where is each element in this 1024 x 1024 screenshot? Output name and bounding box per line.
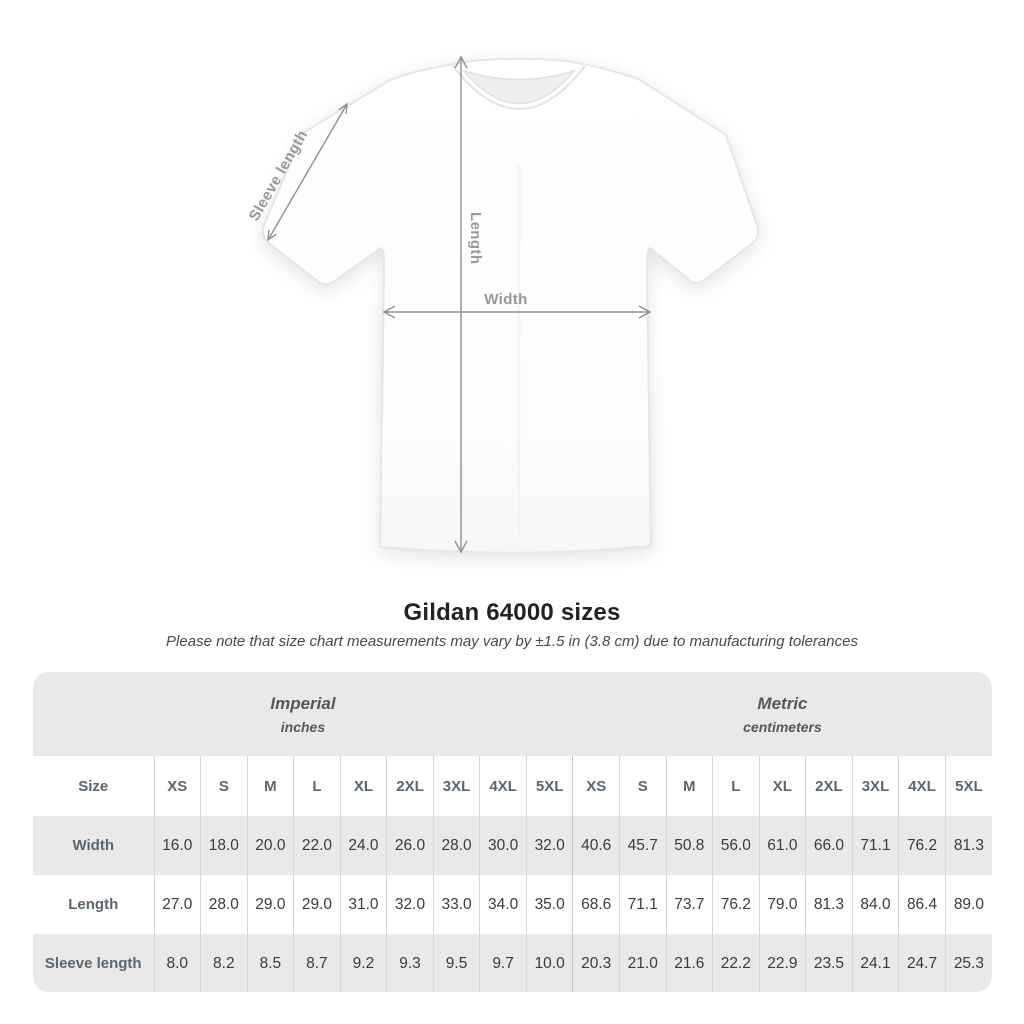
imperial-unit: inches <box>280 718 326 735</box>
measurement-value: 21.0 <box>619 934 666 992</box>
size-col-header: XL <box>340 756 387 816</box>
measurement-value: 34.0 <box>480 875 527 934</box>
size-col-header: 3XL <box>852 756 899 816</box>
measurement-value: 79.0 <box>759 875 806 934</box>
size-col-header: XS <box>154 756 201 816</box>
measurement-value: 61.0 <box>759 816 806 875</box>
measurement-value: 9.7 <box>480 934 527 992</box>
measurement-row-label: Width <box>72 837 114 854</box>
measurement-value: 8.0 <box>154 934 201 992</box>
metric-unit: centimeters <box>743 718 822 735</box>
measurement-value: 29.0 <box>247 875 294 934</box>
size-header-row <box>33 756 992 816</box>
page-title: Gildan 64000 sizes <box>403 599 621 626</box>
measurement-value: 9.2 <box>340 934 387 992</box>
measurement-value: 8.2 <box>201 934 248 992</box>
measurement-value: 9.5 <box>433 934 480 992</box>
size-col-header: XS <box>573 756 620 816</box>
size-column-header: Size <box>33 756 154 816</box>
measurement-value: 71.1 <box>619 875 666 934</box>
size-col-header: S <box>619 756 666 816</box>
size-col-header: 5XL <box>945 756 992 816</box>
size-col-header: M <box>666 756 713 816</box>
measurement-value: 86.4 <box>899 875 946 934</box>
size-col-header: 4XL <box>480 756 527 816</box>
measurement-value: 22.0 <box>294 816 341 875</box>
measurement-row-label: Sleeve length <box>44 955 142 972</box>
measurement-value: 73.7 <box>666 875 713 934</box>
measurement-value: 21.6 <box>666 934 713 992</box>
metric-header <box>573 672 992 756</box>
measurement-value: 29.0 <box>294 875 341 934</box>
sleeve-length-label: Sleeve length <box>245 127 312 224</box>
measurement-value: 22.2 <box>713 934 760 992</box>
measurement-value: 10.0 <box>526 934 573 992</box>
size-col-header: XL <box>759 756 806 816</box>
size-chart-body <box>33 816 992 992</box>
tolerance-note: Please note that size chart measurements may vary by ±1.5 in (3.8 cm) due to manufacturing tolerances <box>166 633 858 650</box>
measurement-value: 24.7 <box>899 934 946 992</box>
measurement-value: 28.0 <box>433 816 480 875</box>
imperial-header <box>33 672 573 756</box>
measurement-value: 20.3 <box>573 934 620 992</box>
measurement-row <box>33 816 992 875</box>
size-col-header: 2XL <box>806 756 853 816</box>
measurement-value: 22.9 <box>759 934 806 992</box>
size-col-header: 4XL <box>899 756 946 816</box>
measurement-row <box>33 934 992 992</box>
measurement-value: 27.0 <box>154 875 201 934</box>
measurement-value: 30.0 <box>480 816 527 875</box>
measurement-value: 24.0 <box>340 816 387 875</box>
measurement-value: 76.2 <box>899 816 946 875</box>
size-col-header: 3XL <box>433 756 480 816</box>
measurement-value: 56.0 <box>713 816 760 875</box>
unit-band-row <box>33 672 992 756</box>
measurement-value: 26.0 <box>387 816 434 875</box>
measurement-row <box>33 875 992 934</box>
measurement-value: 20.0 <box>247 816 294 875</box>
measurement-value: 8.5 <box>247 934 294 992</box>
measurement-value: 50.8 <box>666 816 713 875</box>
size-chart-table <box>33 672 992 992</box>
measurement-value: 66.0 <box>806 816 853 875</box>
measurement-value: 68.6 <box>573 875 620 934</box>
size-col-header: 2XL <box>387 756 434 816</box>
width-label: Width <box>484 291 528 308</box>
measurement-value: 35.0 <box>526 875 573 934</box>
measurement-value: 16.0 <box>154 816 201 875</box>
measurement-value: 8.7 <box>294 934 341 992</box>
measurement-value: 31.0 <box>340 875 387 934</box>
size-col-header: S <box>201 756 248 816</box>
size-col-header: 5XL <box>526 756 573 816</box>
length-label: Length <box>467 212 484 265</box>
measurement-value: 84.0 <box>852 875 899 934</box>
measurement-value: 45.7 <box>619 816 666 875</box>
measurement-value: 9.3 <box>387 934 434 992</box>
measurement-value: 24.1 <box>852 934 899 992</box>
imperial-title: Imperial <box>270 693 336 713</box>
measurement-value: 23.5 <box>806 934 853 992</box>
measurement-value: 40.6 <box>573 816 620 875</box>
measurement-value: 32.0 <box>526 816 573 875</box>
measurement-value: 81.3 <box>945 816 992 875</box>
measurement-value: 76.2 <box>713 875 760 934</box>
measurement-value: 89.0 <box>945 875 992 934</box>
measurement-value: 18.0 <box>201 816 248 875</box>
measurement-row-label: Length <box>68 896 119 913</box>
metric-title: Metric <box>757 693 808 713</box>
size-col-header: L <box>713 756 760 816</box>
size-col-header: L <box>294 756 341 816</box>
size-chart <box>33 672 992 992</box>
measurement-value: 25.3 <box>945 934 992 992</box>
measurement-value: 28.0 <box>201 875 248 934</box>
measurement-value: 33.0 <box>433 875 480 934</box>
measurement-value: 32.0 <box>387 875 434 934</box>
size-col-header: M <box>247 756 294 816</box>
measurement-value: 71.1 <box>852 816 899 875</box>
measurement-value: 81.3 <box>806 875 853 934</box>
